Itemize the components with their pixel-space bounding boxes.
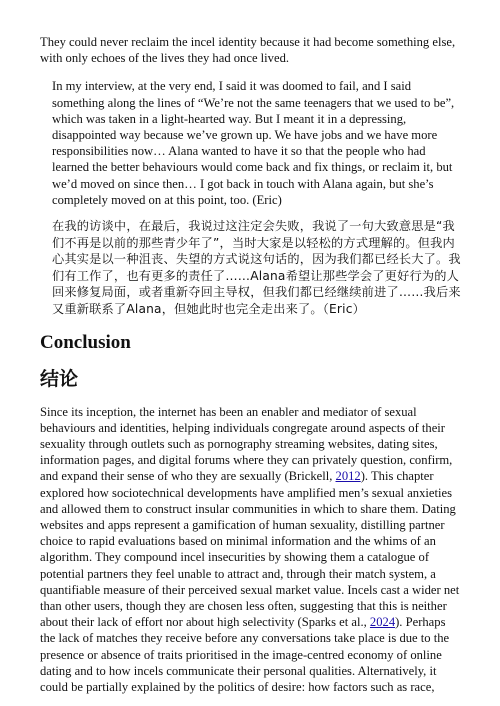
intro-paragraph: They could never reclaim the incel identity because it had become something else, with only echoes of the lives they had once lived. [40, 35, 456, 66]
block-quote-chinese: 在我的访谈中，在最后，我说过这注定会失败，我说了一句大致意思是“我们不再是以前的那些青少年了”，当时大家是以轻松的方式理解的。但我内心其实是以一种沮丧、失望的方式说这句话的，因为我们都已经长大了。我们有工作了，也有更多的责任了……Alana希望让那些学会了更好行为的人回来修复局面，或者重新夺回主导权，但我们都已经继续前进了……我后来又重新联系了Alana，但她此时也完全走出来了。（Eric） [52, 219, 461, 316]
section-heading-chinese: 结论 [40, 367, 79, 390]
block-quote-english: In my interview, at the very end, I said it was doomed to fail, and I said something along the lines of “We’re not the same teenagers that we used to be”, which was taken in a light-hearted way. But I meant it in a depressing, disappointed way because we’ve grown up. We have jobs and we have more responsibilities now… Alana wanted to have it so that the people who had learned the better behaviours would come back and fix things, or reclaim it, but we’d moved on since then… I got back in touch with Alana again, but she’s completely moved on at this point, too. (Eric) [52, 79, 455, 207]
body-text-part1: Since its inception, the internet has been an enabler and mediator of sexual behaviours and identities, helping individuals congregate around aspects of their sexuality through outlets such as pornography streaming websites, dating sites, information pages, and digital forums where they can privately question, confirm, and expand their sense of who they are sexually (Brickell, [40, 404, 453, 484]
section-heading-english: Conclusion [40, 331, 131, 353]
body-text-part3: ). Perhaps the lack of matches they receive before any conversations take place is due to the presence or absence of traits prioritised in the image-centred economy of online dating and to how incels communicate their personal qualities. Alternatively, it could be partially explained by the politics of desire: how factors such as race, [40, 615, 450, 695]
body-text-part2: ). This chapter explored how sociotechnical developments have amplified men’s sexual anxieties and allowed them to construct insular communities in which to share them. Dating websites and apps represent a gamification of human sexuality, distilling partner choice to rapid evaluations based on minimal information and the whims of an algorithm. They compound incel insecurities by showing them a catalogue of potential partners they feel unable to attract and, through their match system, a quantifiable measure of their perceived sexual market value. Incels cast a wider net than other users, though they are chosen less often, suggesting that this is neither about their lack of effort nor about high selectivity (Sparks et al., [40, 469, 460, 630]
document-page [40, 34, 462, 695]
conclusion-paragraph [40, 404, 462, 696]
citation-link-brickell-2012[interactable]: 2012 [335, 469, 361, 484]
citation-link-sparks-2024[interactable]: 2024 [369, 615, 396, 630]
